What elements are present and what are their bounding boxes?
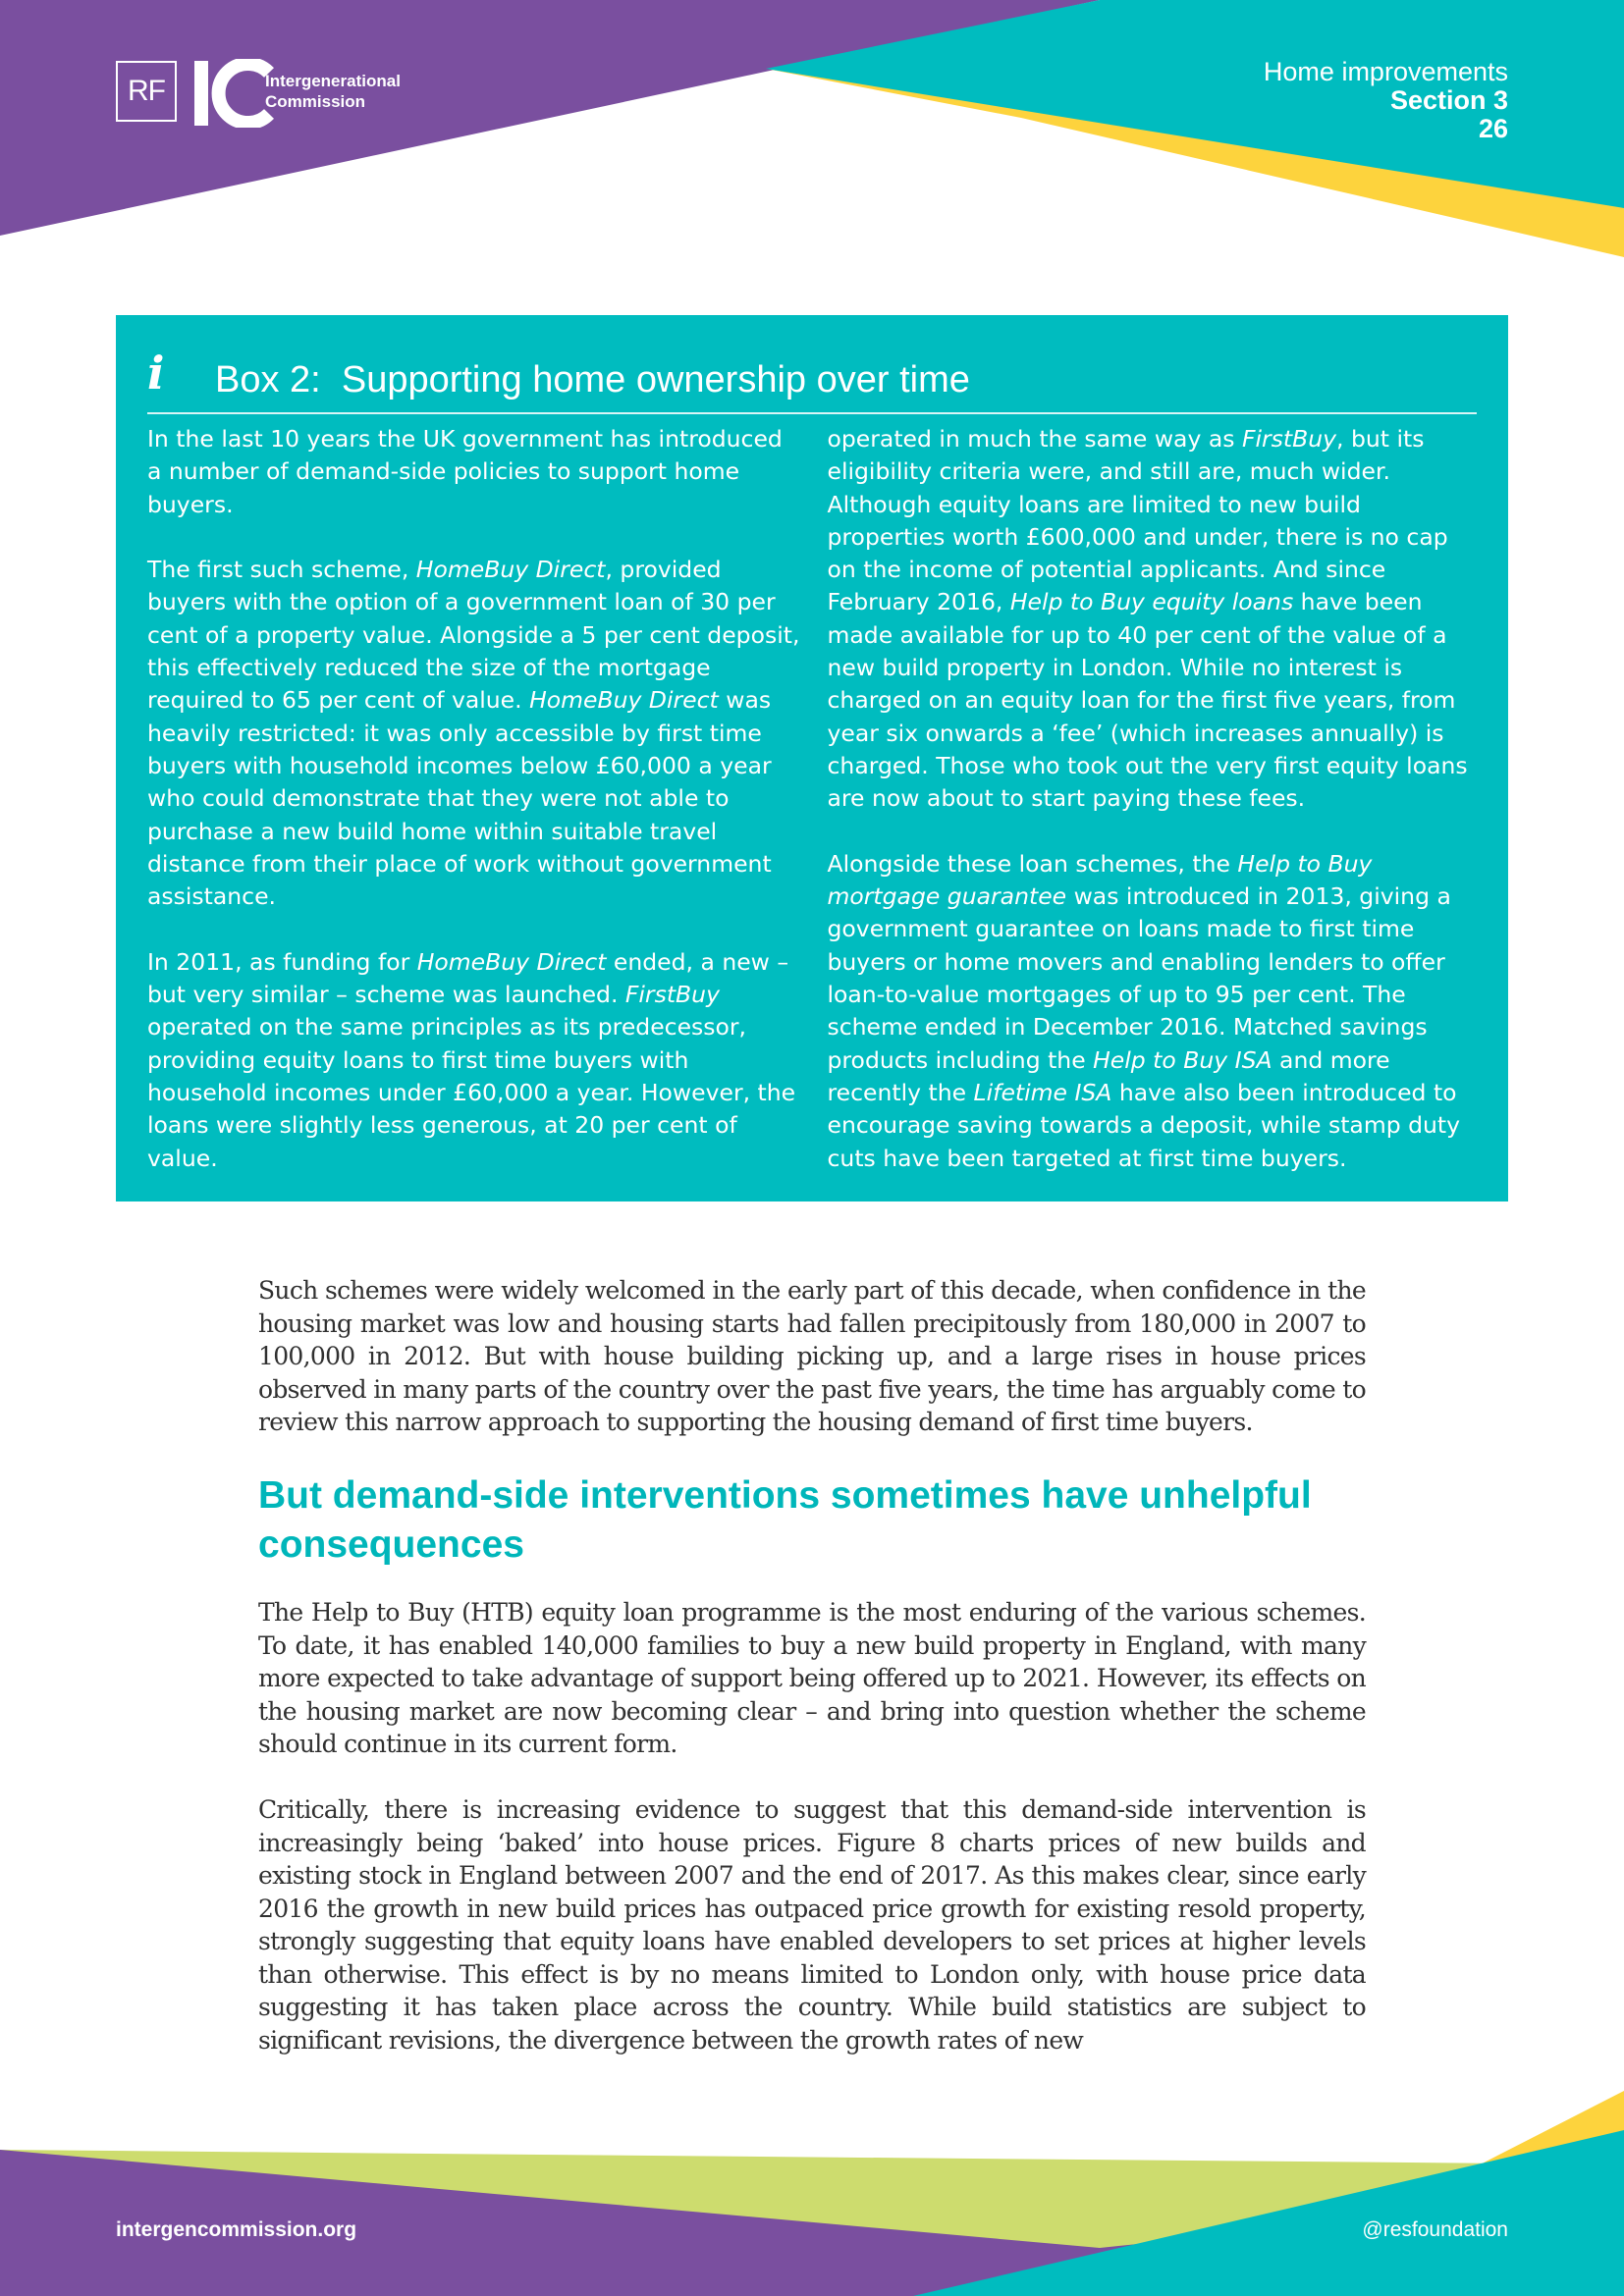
footer-website-link[interactable]: intergencommission.org [116, 2218, 357, 2241]
body-paragraph-2: The Help to Buy (HTB) equity loan programme is the most enduring of the various schemes. To date, it has enabled 140,000 families to buy a new build property in England, with many more expected to take advantage of support being offered up to 2021. However, its effects on the housing market are now becoming clear – and bring into question whether the scheme should continue in its current form. [258, 1598, 1366, 1758]
section-label: Section 3 [1389, 85, 1508, 115]
ic-logo-line2: Commission [265, 92, 366, 111]
box-left-paragraph-4: A large expansion was announced in 2013, with the introduction of Help to Buy equity loans. This scheme [147, 1209, 767, 1270]
info-box-column-right [828, 423, 1484, 1273]
box-left-paragraph-3: In 2011, as funding for HomeBuy Direct ended, a new – but very similar – scheme was launched. FirstBuy operated on the same principles as its predecessor, providing equity loans to first time buyers with household incomes under £60,000 a year. However, the loans were slightly less generous, at 20 per cent of value. [147, 947, 796, 1172]
scheme-name: HomeBuy Direct [529, 686, 719, 715]
box-right-paragraph-1: operated in much the same way as FirstBuy, but its eligibility criteria were, and still are, much wider. Although equity loans are limited to new build properties worth £600,000 and under, there is no cap on the income of potential applicants. And since February 2016, Help to Buy equity loans have been made available for up to 40 per cent of the value of a new build property in London. While no interest is charged on an equity loan for the first five years, from year six onwards a ‘fee’ (which increases annually) is charged. Those who took out the very first equity loans are now about to start paying these fees. [827, 425, 1468, 813]
scheme-name: Help to Buy mortgage guarantee [827, 849, 1373, 911]
scheme-name: HomeBuy Direct [415, 556, 606, 584]
ic-logo-line1: Intergenerational [265, 72, 401, 90]
rf-logo[interactable]: RF [116, 61, 177, 122]
body-paragraph-1: Such schemes were widely welcomed in the early part of this decade, when confidence in the housing market was low and housing starts had fallen precipitously from 180,000 in 2007 to 100,000 in 2012. But with house building picking up, and a large rises in house prices observed in many parts of the country over the past five years, the time has arguably come to review this narrow approach to supporting the housing demand of first time buyers. [258, 1276, 1366, 1436]
section-heading: But demand-side interventions sometimes have unhelpful consequences [258, 1474, 1312, 1566]
info-box-title: Box 2: Supporting home ownership over time [215, 359, 970, 400]
info-box-columns [147, 423, 1483, 1273]
ic-logo-text [265, 71, 401, 112]
box-left-paragraph-1: In the last 10 years the UK government has introduced a number of demand-side policies to support home buyers. [147, 425, 783, 518]
scheme-name: Help to Buy ISA [1093, 1045, 1272, 1074]
info-box [116, 315, 1508, 1270]
footer-decoration [0, 2091, 1624, 2296]
scheme-name: HomeBuy Direct [416, 947, 607, 976]
scheme-name: FirstBuy [1241, 425, 1337, 453]
info-box-header [147, 339, 1477, 414]
page-number: 26 [1478, 114, 1508, 143]
info-icon: i [147, 347, 165, 400]
chapter-title: Home improvements [1263, 57, 1508, 86]
scheme-name: Help to Buy equity loans [1009, 588, 1294, 616]
scheme-name: Help to Buy equity loans [323, 1242, 607, 1270]
scheme-name: FirstBuy [624, 981, 720, 1009]
footer-twitter-handle[interactable]: @resfoundation [1362, 2218, 1508, 2241]
body-paragraph-3: Critically, there is increasing evidence to suggest that this demand-side intervention is increasingly being ‘baked’ into house prices. Figure 8 charts prices of new builds and existing stock in England between 2007 and the end of 2017. As this makes clear, since early 2016 the growth in new build prices has outpaced price growth for existing resold property, strongly suggesting that equity loans have enabled developers to set prices at higher levels than otherwise. This effect is by no means limited to London only, with house price data suggesting it has taken place across the country. While build statistics are subject to significant revisions, the divergence between the growth rates of new [258, 1795, 1366, 2055]
running-header [1264, 57, 1508, 143]
box-right-paragraph-2: Alongside these loan schemes, the Help to Buy mortgage guarantee was introduced in 2013, giving a government guarantee on loans made to first time buyers or home movers and enabling lenders to offer loan-to-value mortgages of up to 95 per cent. The scheme ended in December 2016. Matched savings products including the Help to Buy ISA and more recently the Lifetime ISA have also been introduced to encourage saving towards a deposit, while stamp duty cuts have been targeted at first time buyers. [827, 849, 1461, 1172]
main-text [258, 1274, 1366, 2090]
info-box-column-left [147, 423, 803, 1273]
box-left-paragraph-2: The first such scheme, HomeBuy Direct, provided buyers with the option of a government loan of 30 per cent of a property value. Alongside a 5 per cent deposit, this effectively reduced the size of the mortgage required to 65 per cent of value. HomeBuy Direct was heavily restricted: it was only accessible by first time buyers with household incomes below £60,000 a year who could demonstrate that they were not able to purchase a new build home within suitable travel distance from their place of work without government assistance. [147, 556, 800, 911]
scheme-name: Lifetime ISA [973, 1078, 1112, 1106]
